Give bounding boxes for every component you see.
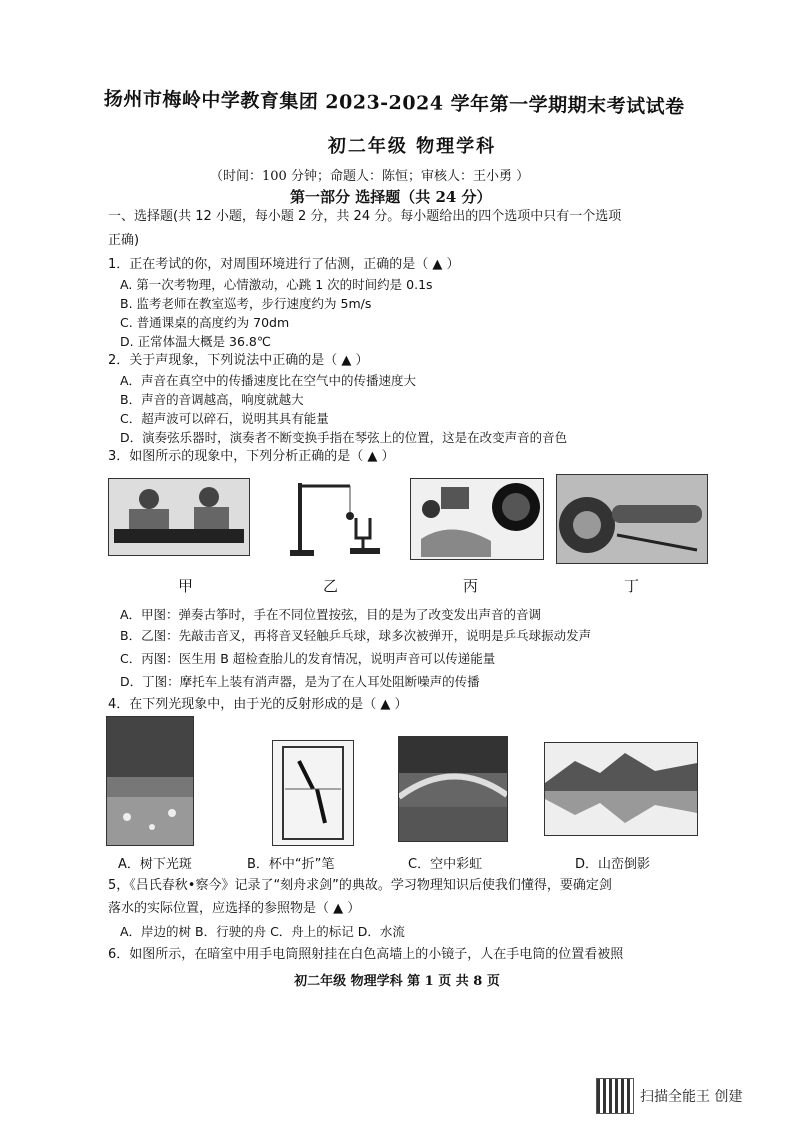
figure-caption-jia: 甲 — [178, 577, 194, 595]
figure-caption-ding: 丁 — [624, 577, 640, 595]
q3-option-b: B．乙图：先敲击音叉，再将音叉轻触乒乓球，球多次被弹开，说明是乒乓球振动发声 — [120, 628, 592, 643]
figure-tree-shadow-image — [106, 716, 194, 846]
exam-info: （时间：100 分钟；命题人：陈恒；审核人：王小勇 ） — [210, 169, 530, 184]
q5-options: A．岸边的树 B．行驶的舟 C．舟上的标记 D．水流 — [120, 924, 405, 939]
q1-option-b: B. 监考老师在教室巡考，步行速度约为 5m/s — [120, 296, 372, 311]
part-heading: 第一部分 选择题（共 24 分） — [290, 188, 492, 206]
q1-option-d: D. 正常体温大概是 36.8℃ — [120, 334, 271, 349]
figure-bent-pen-image — [272, 740, 354, 846]
q6-stem: 6．如图所示，在暗室中用手电筒照射挂在白色高墙上的小镜子，人在手电筒的位置看被照 — [108, 947, 624, 962]
figure-caption-bing: 丙 — [463, 577, 479, 595]
q2-stem: 2．关于声现象，下列说法中正确的是（ ▲ ） — [108, 353, 369, 368]
figure-motorcycle-image — [556, 474, 708, 564]
q2-option-d: D．演奏弦乐器时，演奏者不断变换手指在琴弦上的位置，这是在改变声音的音色 — [120, 430, 568, 445]
q4-stem: 4．在下列光现象中，由于光的反射形成的是（ ▲ ） — [108, 697, 408, 712]
q4-caption-a: A．树下光斑 — [118, 857, 192, 872]
scanner-watermark-text: 扫描全能王 创建 — [640, 1089, 743, 1105]
figure-guzheng-image — [108, 478, 250, 556]
exam-subtitle: 初二年级 物理学科 — [327, 136, 497, 157]
figure-tuning-fork-image — [280, 478, 390, 558]
figure-mountain-reflection-image — [544, 742, 698, 836]
q1-option-a: A. 第一次考物理，心情激动，心跳 1 次的时间约是 0.1s — [120, 277, 433, 292]
qr-code-icon — [596, 1078, 634, 1114]
q3-option-c: C．丙图：医生用 B 超检查胎儿的发育情况，说明声音可以传递能量 — [120, 651, 496, 666]
page-footer: 初二年级 物理学科 第 1 页 共 8 页 — [294, 974, 500, 989]
section-instruction-line1: 一、选择题(共 12 小题，每小题 2 分，共 24 分。每小题给出的四个选项中只有一个选项 — [108, 209, 622, 224]
scanner-watermark — [596, 1078, 742, 1114]
q3-option-d: D．丁图：摩托车上装有消声器，是为了在人耳处阻断噪声的传播 — [120, 674, 480, 689]
q4-caption-b: B．杯中“折”笔 — [247, 857, 335, 872]
q2-option-a: A．声音在真空中的传播速度比在空气中的传播速度大 — [120, 373, 417, 388]
figure-rainbow-image — [398, 736, 508, 842]
q3-stem: 3．如图所示的现象中，下列分析正确的是（ ▲ ） — [108, 449, 395, 464]
section-instruction-line2: 正确) — [108, 233, 140, 248]
q1-option-c: C. 普通课桌的高度约为 70dm — [120, 315, 290, 330]
figure-ultrasound-image — [410, 478, 544, 560]
q4-caption-c: C．空中彩虹 — [408, 857, 483, 872]
figure-caption-yi: 乙 — [323, 577, 339, 595]
q4-caption-d: D．山峦倒影 — [575, 857, 651, 872]
q2-option-c: C．超声波可以碎石，说明其具有能量 — [120, 411, 329, 426]
q2-option-b: B．声音的音调越高，响度就越大 — [120, 392, 304, 407]
q3-option-a: A．甲图：弹奏古筝时，手在不同位置按弦，目的是为了改变发出声音的音调 — [120, 607, 542, 622]
q1-stem: 1．正在考试的你，对周围环境进行了估测，正确的是（ ▲ ） — [108, 257, 460, 272]
q5-stem-line2: 落水的实际位置，应选择的参照物是（ ▲ ） — [108, 901, 361, 916]
exam-title: 扬州市梅岭中学教育集团 2023-2024 学年第一学期期末考试试卷 — [103, 87, 685, 119]
q5-stem-line1: 5，《吕氏春秋•察今》记录了“刻舟求剑”的典故。学习物理知识后使我们懂得，要确定剑 — [108, 878, 612, 893]
